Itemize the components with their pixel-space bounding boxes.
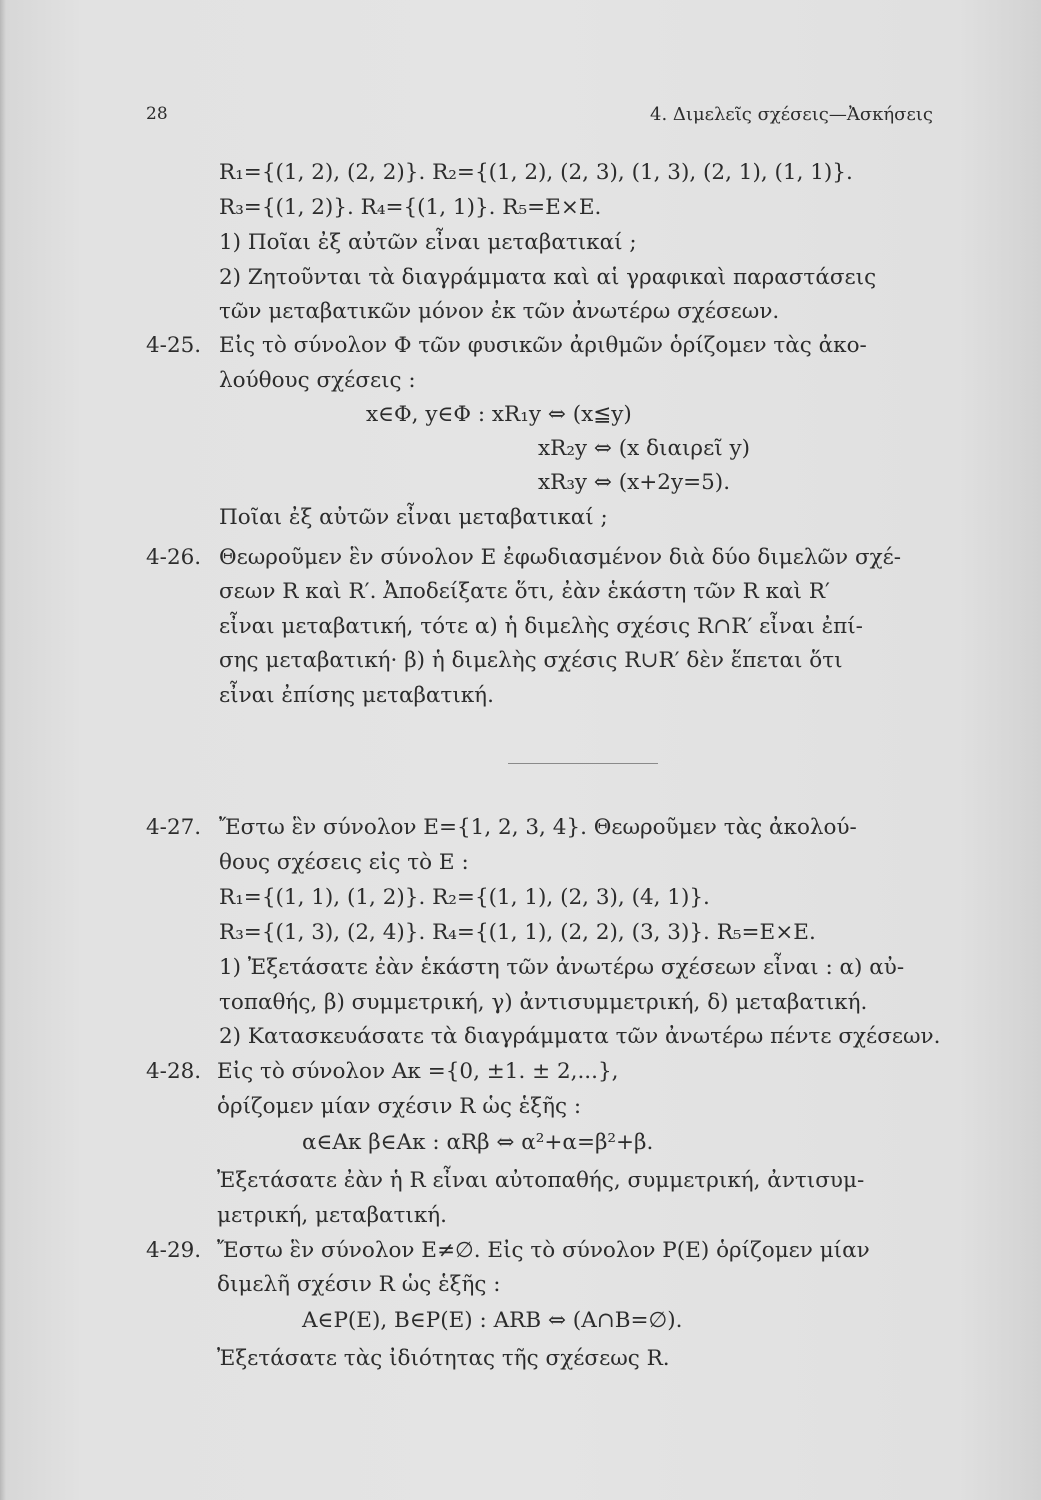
exercise-4-26-text-3: εἶναι μεταβατική, τότε α) ἡ διμελὴς σχέσις R∩R′ εἶναι ἐπί- — [219, 614, 863, 639]
exercise-4-28-text-3: Ἐξετάσατε ἐὰν ἡ R εἶναι αὐτοπαθής, συμμετρική, ἀντισυμ- — [217, 1168, 865, 1193]
exercise-number-4-25: 4-25. — [146, 333, 202, 358]
exercise-number-4-28: 4-28. — [146, 1059, 202, 1084]
page-number: 28 — [146, 104, 168, 124]
question-1: 1) Ποῖαι ἐξ αὐτῶν εἶναι μεταβατικαί ; — [219, 230, 637, 255]
exercise-4-27-text-2: θους σχέσεις εἰς τὸ E : — [219, 850, 469, 875]
section-divider — [508, 763, 658, 764]
exercise-4-25-formula-2: xR₂y ⇔ (x διαιρεῖ y) — [538, 436, 751, 461]
exercise-4-26-text-1: Θεωροῦμεν ἓν σύνολον E ἐφωδιασμένον διὰ δύο διμελῶν σχέ- — [219, 545, 902, 570]
exercise-4-28-text-2: ὁρίζομεν μίαν σχέσιν R ὡς ἑξῆς : — [217, 1094, 582, 1119]
exercise-number-4-29: 4-29. — [146, 1238, 202, 1263]
exercise-4-26-text-5: εἶναι ἐπίσης μεταβατική. — [219, 683, 494, 708]
exercise-4-25-formula-1: x∈Φ, y∈Φ : xR₁y ⇔ (x≦y) — [366, 402, 632, 427]
page-edge-shadow — [0, 0, 6, 1500]
exercise-4-27-relations-1: R₁={(1, 1), (1, 2)}. R₂={(1, 1), (2, 3), (4, 1)}. — [219, 885, 710, 910]
exercise-4-26-text-2: σεων R καὶ R′. Ἀποδείξατε ὅτι, ἐὰν ἑκάστη τῶν R καὶ R′ — [219, 579, 830, 604]
exercise-4-25-formula-3: xR₃y ⇔ (x+2y=5). — [538, 470, 731, 495]
exercise-4-29-text-3: Ἐξετάσατε τὰς ἰδιότητας τῆς σχέσεως R. — [217, 1346, 670, 1371]
exercise-4-28-text-1: Εἰς τὸ σύνολον Aκ ={0, ±1. ± 2,...}, — [217, 1059, 619, 1084]
running-header: 4. Διμελεῖς σχέσεις—Ἀσκήσεις — [650, 104, 933, 125]
exercise-4-27-question-1-cont: τοπαθής, β) συμμετρική, γ) ἀντισυμμετρική, δ) μεταβατική. — [219, 990, 868, 1015]
exercise-4-27-question-1: 1) Ἐξετάσατε ἐὰν ἑκάστη τῶν ἀνωτέρω σχέσεων εἶναι : α) αὐ- — [219, 955, 905, 980]
exercise-4-25-text-2: λούθους σχέσεις : — [219, 368, 416, 393]
exercise-4-29-text-1: Ἔστω ἓν σύνολον E≠∅. Εἰς τὸ σύνολον P(E) ὁρίζομεν μίαν — [217, 1238, 870, 1263]
question-2: 2) Ζητοῦνται τὰ διαγράμματα καὶ αἱ γραφικαὶ παραστάσεις — [219, 265, 877, 290]
exercise-4-27-question-2: 2) Κατασκευάσατε τὰ διαγράμματα τῶν ἀνωτέρω πέντε σχέσεων. — [219, 1024, 941, 1049]
exercise-4-25-question: Ποῖαι ἐξ αὐτῶν εἶναι μεταβατικαί ; — [219, 505, 608, 530]
exercise-4-27-text-1: Ἔστω ἓν σύνολον E={1, 2, 3, 4}. Θεωροῦμεν τὰς ἀκολού- — [219, 815, 857, 840]
exercise-4-29-text-2: διμελῆ σχέσιν R ὡς ἑξῆς : — [217, 1272, 501, 1297]
exercise-4-28-text-4: μετρική, μεταβατική. — [217, 1203, 448, 1228]
relations-line-1: R₁={(1, 2), (2, 2)}. R₂={(1, 2), (2, 3), (1, 3), (2, 1), (1, 1)}. — [219, 160, 853, 185]
exercise-number-4-27: 4-27. — [146, 815, 202, 840]
exercise-4-25-text-1: Εἰς τὸ σύνολον Φ τῶν φυσικῶν ἀριθμῶν ὁρίζομεν τὰς ἀκο- — [219, 333, 867, 358]
relations-line-2: R₃={(1, 2)}. R₄={(1, 1)}. R₅=E×E. — [219, 195, 602, 220]
exercise-4-28-formula: α∈Aκ β∈Aκ : αRβ ⇔ α²+α=β²+β. — [302, 1130, 654, 1155]
question-2-cont: τῶν μεταβατικῶν μόνον ἐκ τῶν ἀνωτέρω σχέσεων. — [219, 299, 780, 324]
exercise-4-27-relations-2: R₃={(1, 3), (2, 4)}. R₄={(1, 1), (2, 2), (3, 3)}. R₅=E×E. — [219, 920, 816, 945]
exercise-number-4-26: 4-26. — [146, 545, 202, 570]
exercise-4-26-text-4: σης μεταβατική· β) ἡ διμελὴς σχέσις R∪R′ δὲν ἕπεται ὅτι — [219, 648, 843, 673]
exercise-4-29-formula: A∈P(E), B∈P(E) : ARB ⇔ (A∩B=∅). — [302, 1308, 683, 1333]
